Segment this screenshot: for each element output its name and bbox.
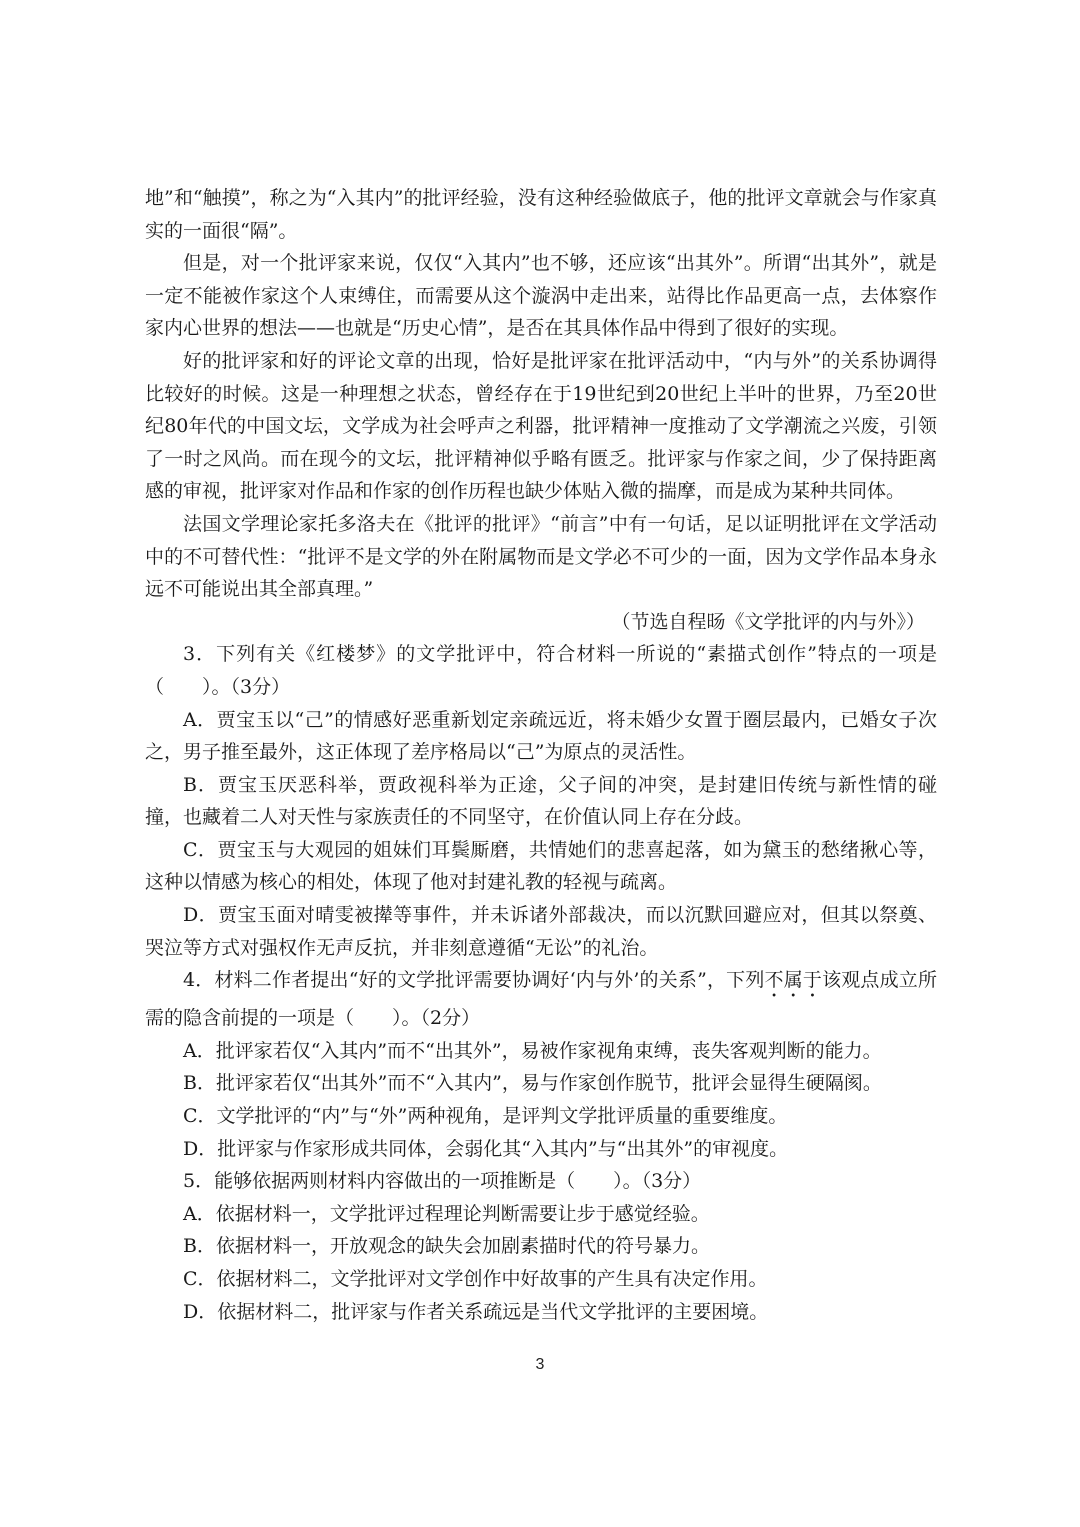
question-4-emphasis: 不属于	[764, 969, 823, 992]
question-5-option-b: B．依据材料一，开放观念的缺失会加剧素描时代的符号暴力。	[183, 1235, 710, 1258]
question-5-stem: 5．能够依据两则材料内容做出的一项推断是（ ）。（3分）	[183, 1170, 702, 1193]
document-body	[145, 182, 937, 1328]
passage-paragraph-2: 但是，对一个批评家来说，仅仅“入其内”也不够，还应该“出其外”。所谓“出其外”，就是一定不能被作家这个人束缚住，而需要从这个漩涡中走出来，站得比作品更高一点，去体察作家内心世界的想法——也就是“历史心情”，是否在其具体作品中得到了很好的实现。	[145, 252, 937, 340]
question-4-stem-pre: 4．材料二作者提出“好的文学批评需要协调好‘内与外’的关系”，下列	[183, 969, 765, 992]
question-4-stem	[145, 964, 937, 1035]
question-3-option-c: C．贾宝玉与大观园的姐妹们耳鬓厮磨，共情她们的悲喜起落，如为黛玉的愁绪揪心等，这种以情感为核心的相处，体现了他对封建礼教的轻视与疏离。	[145, 838, 937, 894]
question-3-option-b: B．贾宝玉厌恶科举，贾政视科举为正途，父子间的冲突，是封建旧传统与新性情的碰撞，也藏着二人对天性与家族责任的不同坚守，在价值认同上存在分歧。	[145, 773, 937, 829]
passage-source: （节选自程旸《文学批评的内与外》）	[611, 610, 925, 633]
question-4-stem-post: 该观点成立所需的隐含前提的一项是（ ）。（2分）	[145, 969, 937, 1030]
question-4-option-d: D．批评家与作家形成共同体，会弱化其“入其内”与“出其外”的审视度。	[183, 1137, 789, 1160]
question-3-stem: 3．下列有关《红楼梦》的文学批评中，符合材料一所说的“素描式创作”特点的一项是（ ）。（3分）	[145, 643, 937, 698]
page-number: 3	[535, 1356, 545, 1373]
question-5-option-a: A．依据材料一，文学批评过程理论判断需要让步于感觉经验。	[183, 1202, 710, 1225]
question-4-option-b: B．批评家若仅“出其外”而不“入其内”，易与作家创作脱节，批评会显得生硬隔阂。	[183, 1072, 882, 1095]
question-4-option-c: C．文学批评的“内”与“外”两种视角，是评判文学批评质量的重要维度。	[183, 1105, 788, 1128]
question-5-option-d: D．依据材料二，批评家与作者关系疏远是当代文学批评的主要困境。	[183, 1300, 769, 1323]
question-3-option-d: D．贾宝玉面对晴雯被撵等事件，并未诉诸外部裁决，而以沉默回避应对，但其以祭奠、哭泣等方式对强权作无声反抗，并非刻意遵循“无讼”的礼治。	[145, 904, 937, 959]
passage-paragraph-1: 地”和“触摸”，称之为“入其内”的批评经验，没有这种经验做底子，他的批评文章就会与作家真实的一面很“隔”。	[145, 187, 937, 242]
passage-paragraph-3: 好的批评家和好的评论文章的出现，恰好是批评家在批评活动中，“内与外”的关系协调得比较好的时候。这是一种理想之状态，曾经存在于19世纪到20世纪上半叶的世界，乃至20世纪80年代的中国文坛，文学成为社会呼声之利器，批评精神一度推动了文学潮流之兴废，引领了一时之风尚。而在现今的文坛，批评精神似乎略有匮乏。批评家与作家之间，少了保持距离感的审视，批评家对作品和作家的创作历程也缺少体贴入微的揣摩，而是成为某种共同体。	[145, 349, 937, 503]
question-5-option-c: C．依据材料二，文学批评对文学创作中好故事的产生具有决定作用。	[183, 1268, 768, 1290]
passage-paragraph-4: 法国文学理论家托多洛夫在《批评的批评》“前言”中有一句话，足以证明批评在文学活动中的不可替代性：“批评不是文学的外在附属物而是文学必不可少的一面，因为文学作品本身永远不可能说出其全部真理。”	[145, 512, 937, 601]
question-4-option-a: A．批评家若仅“入其内”而不“出其外”，易被作家视角束缚，丧失客观判断的能力。	[183, 1039, 882, 1062]
question-3-option-a: A．贾宝玉以“己”的情感好恶重新划定亲疏远近，将未婚少女置于圈层最内，已婚女子次之，男子推至最外，这正体现了差序格局以“己”为原点的灵活性。	[145, 708, 937, 764]
